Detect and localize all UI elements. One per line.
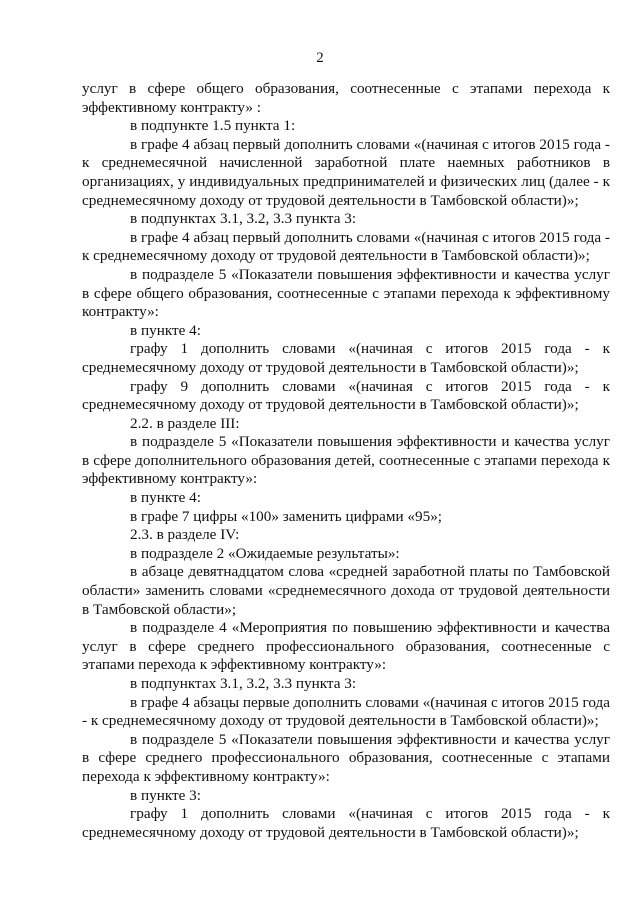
section-heading: 2.3. в разделе IV:	[130, 526, 240, 544]
paragraph: услуг в сфере общего образования, соотнесенные с этапами перехода к эффективному контракту» :	[82, 80, 610, 116]
paragraph: в пункте 4:	[130, 489, 201, 507]
document-body	[82, 80, 610, 842]
paragraph: в подразделе 4 «Мероприятия по повышению эффективности и качества услуг в сфере среднего профессионального образования, соотнесенные с этапами перехода к эффективному контракту»:	[82, 619, 610, 674]
paragraph: в подразделе 5 «Показатели повышения эффективности и качества услуг в сфере среднего профессионального образования, соотнесенные с этапами перехода к эффективному контракту»:	[82, 730, 610, 785]
paragraph: в пункте 4:	[130, 321, 201, 339]
paragraph: в подпунктах 3.1, 3.2, 3.3 пункта 3:	[130, 210, 357, 228]
paragraph: в абзаце девятнадцатом слова «средней заработной платы по Тамбовской области» заменить словами «среднемесячного дохода от трудовой деятельности в Тамбовской области»;	[82, 563, 610, 618]
paragraph: в графе 4 абзацы первые дополнить словами «(начиная с итогов 2015 года - к среднемесячному доходу от трудовой деятельности в Тамбовской области)»;	[82, 693, 610, 730]
paragraph: графу 9 дополнить словами «(начиная с итогов 2015 года - к среднемесячному доходу от трудовой деятельности в Тамбовской области)»;	[82, 377, 610, 414]
paragraph: в подпункте 1.5 пункта 1:	[130, 117, 296, 135]
paragraph: в графе 4 абзац первый дополнить словами «(начиная с итогов 2015 года - к среднемесячной начисленной заработной плате наемных работников в организациях, у индивидуальных предпринимателей и физических лиц (далее - к среднемесячному доходу от трудовой деятельности в Тамбовской области)»;	[82, 135, 610, 209]
paragraph: графу 1 дополнить словами «(начиная с итогов 2015 года - к среднемесячному доходу от трудовой деятельности в Тамбовской области)»;	[82, 805, 610, 841]
paragraph: в подразделе 5 «Показатели повышения эффективности и качества услуг в сфере дополнительного образования детей, соотнесенные с этапами перехода к эффективному контракту»:	[82, 433, 610, 488]
page-number: 2	[316, 50, 324, 66]
section-heading: 2.2. в разделе III:	[130, 414, 240, 432]
paragraph: в графе 7 цифры «100» заменить цифрами «95»;	[130, 507, 443, 525]
paragraph: в графе 4 абзац первый дополнить словами «(начиная с итогов 2015 года - к среднемесячному доходу от трудовой деятельности в Тамбовской области)»;	[82, 228, 610, 265]
paragraph: графу 1 дополнить словами «(начиная с итогов 2015 года - к среднемесячному доходу от трудовой деятельности в Тамбовской области)»;	[82, 340, 610, 376]
paragraph: в подпунктах 3.1, 3.2, 3.3 пункта 3:	[130, 675, 357, 692]
paragraph: в подразделе 5 «Показатели повышения эффективности и качества услуг в сфере общего образования, соотнесенные с этапами перехода к эффективному контракту»:	[82, 265, 610, 321]
paragraph: в подразделе 2 «Ожидаемые результаты»:	[130, 544, 400, 562]
paragraph: в пункте 3:	[130, 786, 201, 804]
